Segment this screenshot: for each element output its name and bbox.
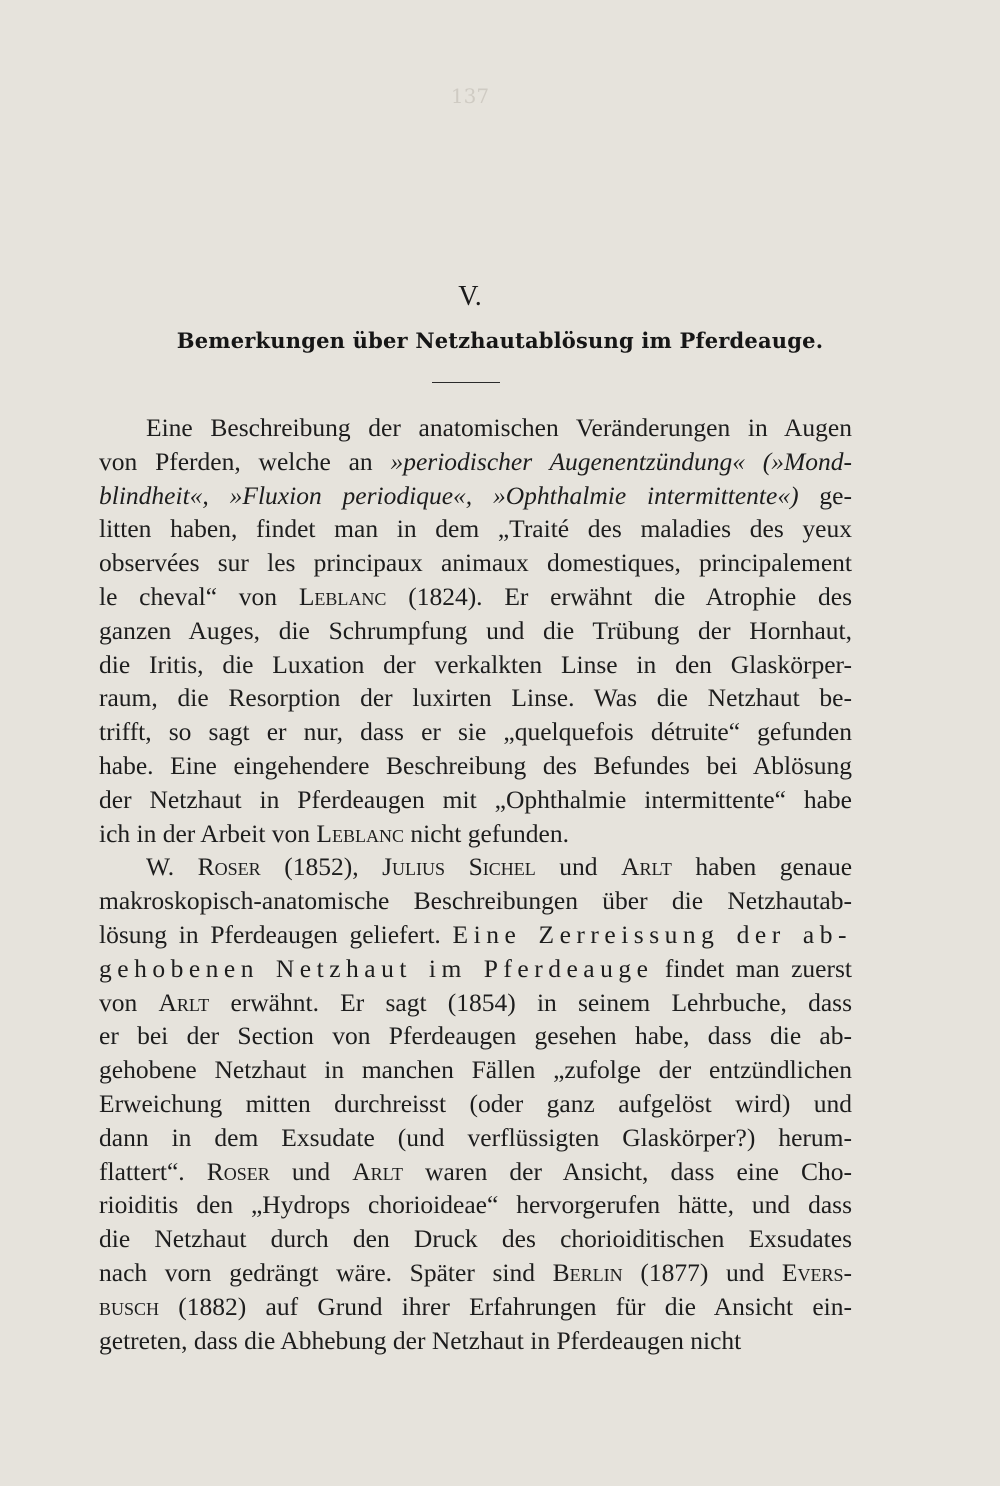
text-line: [99, 546, 852, 580]
text-line: [99, 817, 852, 851]
text-run: Eine Zerreissung der ab-: [452, 919, 852, 949]
text-run: lösung in Pferdeaugen geliefert.: [99, 919, 453, 949]
text-run: (1852),: [260, 852, 383, 882]
text-line: [99, 512, 852, 546]
text-run: Erweichung mitten durchreisst (oder ganz aufgelöst wird) und: [99, 1088, 852, 1118]
chapter-number: V.: [458, 281, 482, 312]
text-line: [99, 986, 852, 1020]
text-run: flattert“.: [99, 1156, 207, 1186]
text-run: ge-: [798, 480, 852, 510]
text-run: Leblanc: [298, 581, 387, 611]
text-run: getreten, dass die Abhebung der Netzhaut in Pferdeaugen nicht: [99, 1325, 742, 1355]
text-line: [99, 1155, 852, 1189]
text-run: habe. Eine eingehendere Beschreibung des Befundes bei Ablösung: [99, 750, 852, 780]
text-run: (1824). Er erwähnt die Atrophie des: [386, 581, 853, 611]
text-run: litten haben, findet man in dem „Traité des maladies des yeux: [99, 514, 852, 544]
text-run: gehobenen Netzhaut im Pferdeauge: [99, 953, 654, 983]
text-run: ich in der Arbeit von: [99, 818, 317, 848]
text-line: [99, 411, 852, 445]
text-run: (1877) und: [622, 1257, 782, 1287]
text-run: Eine Beschreibung der anatomischen Veränderungen in Augen: [146, 413, 852, 442]
text-line: [99, 580, 852, 614]
text-run: Leblanc: [316, 818, 404, 848]
text-run: Berlin: [552, 1257, 623, 1287]
text-run: blindheit«, »Fluxion periodique«, »Ophthalmie intermittente«): [99, 480, 799, 510]
text-line: [99, 614, 852, 648]
text-run: nach vorn gedrängt wäre. Später sind: [99, 1257, 553, 1287]
text-line: [99, 681, 852, 715]
text-run: gehobene Netzhaut in manchen Fällen „zufolge der entzündlichen: [99, 1055, 852, 1085]
text-line: [99, 1188, 852, 1222]
text-run: Julius Sichel: [382, 852, 536, 882]
text-run: die Netzhaut durch den Druck des chorioiditischen Exsudates: [99, 1224, 852, 1254]
text-line: [99, 1324, 852, 1358]
text-run: erwähnt. Er sagt (1854) in seinem Lehrbuche, dass: [209, 987, 852, 1017]
text-run: Evers-: [781, 1257, 852, 1287]
text-line: [99, 1121, 852, 1155]
text-run: Roser: [206, 1156, 270, 1186]
text-run: von Pferden, welche an: [99, 446, 391, 476]
faint-page-number: 137: [450, 84, 490, 108]
text-run: observées sur les principaux animaux domestiques, principalement: [99, 548, 852, 578]
text-run: le cheval“ von: [99, 581, 299, 611]
text-run: raum, die Resorption der luxirten Linse. Was die Netzhaut be-: [99, 683, 852, 713]
text-run: »periodischer Augenentzündung« (»Mond-: [390, 446, 852, 476]
text-run: Arlt: [352, 1156, 403, 1186]
text-line: [99, 952, 852, 986]
text-line: [99, 1222, 852, 1256]
text-line: [99, 648, 852, 682]
text-run: haben genaue: [671, 852, 853, 882]
text-line: [99, 749, 852, 783]
text-line: [99, 918, 852, 952]
text-line: [99, 715, 852, 749]
text-line: [99, 1290, 852, 1324]
text-run: nicht gefunden.: [404, 818, 569, 848]
text-run: Roser: [197, 852, 261, 882]
text-run: und: [269, 1156, 353, 1186]
text-run: Arlt: [621, 852, 672, 882]
text-line: [99, 850, 852, 884]
text-run: ganzen Auges, die Schrumpfung und die Trübung der Hornhaut,: [99, 615, 852, 645]
text-run: der Netzhaut in Pferdeaugen mit „Ophthalmie intermittente“ habe: [99, 784, 852, 814]
text-run: Arlt: [158, 987, 210, 1017]
text-run: er bei der Section von Pferdeaugen gesehen habe, dass die ab-: [99, 1021, 852, 1051]
text-run: dann in dem Exsudate (und verflüssigten Glaskörper?) herum-: [99, 1122, 852, 1152]
text-run: und: [535, 852, 622, 882]
text-run: waren der Ansicht, dass eine Cho-: [402, 1156, 853, 1186]
text-run: trifft, so sagt er nur, dass er sie „quelquefois détruite“ gefunden: [99, 717, 852, 747]
text-line: [99, 1019, 852, 1053]
title-divider: [432, 382, 500, 383]
text-line: [99, 445, 852, 479]
text-line: [99, 1256, 852, 1290]
text-run: findet man zuerst: [653, 953, 852, 983]
text-run: W.: [146, 852, 198, 882]
text-line: [99, 783, 852, 817]
text-run: die Iritis, die Luxation der verkalkten Linse in den Glaskörper-: [99, 649, 852, 679]
text-run: rioiditis den „Hydrops chorioideae“ hervorgerufen hätte, und dass: [99, 1190, 852, 1220]
text-line: [99, 1053, 852, 1087]
text-run: makroskopisch-anatomische Beschreibungen über die Netzhautab-: [99, 886, 852, 916]
text-line: [99, 479, 852, 513]
body-text: [99, 411, 852, 1357]
text-line: [99, 884, 852, 918]
chapter-title: Bemerkungen über Netzhautablösung im Pferdeauge.: [176, 328, 824, 353]
text-line: [99, 1087, 852, 1121]
text-run: von: [99, 987, 159, 1017]
text-run: (1882) auf Grund ihrer Erfahrungen für die Ansicht ein-: [159, 1291, 852, 1321]
text-run: busch: [99, 1291, 160, 1321]
